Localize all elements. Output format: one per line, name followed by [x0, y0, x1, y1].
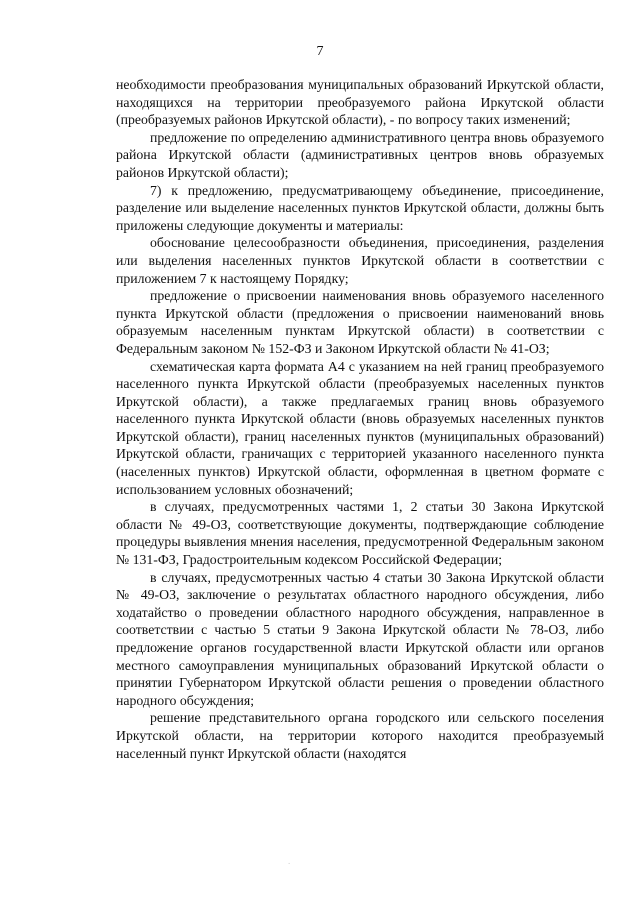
paragraph: решение представительного органа городского или сельского поселения Иркутской области, на территории которого находится преобразуемый населенный пункт Иркутской области (находятся — [116, 710, 604, 761]
paragraph: в случаях, предусмотренных частью 4 статьи 30 Закона Иркутской области № 49-ОЗ, заключение о результатах областного народного обсуждения, либо ходатайство о проведении областного народного обсуждения, направленное в соответствии с частью 5 статьи 9 Закона Иркутской области № 78-ОЗ, либо предложение органов государственной власти Иркутской области или органов местного самоуправления муниципальных образований Иркутской области о принятии Губернатором Иркутской области решения о проведении областного народного обсуждения; — [116, 569, 604, 708]
paragraph: предложение по определению административного центра вновь образуемого района Иркутской области (административных центров вновь образуемых районов Иркутской области); — [116, 129, 604, 180]
document-body — [116, 76, 604, 762]
paragraph: обоснование целесообразности объединения, присоединения, разделения или выделения населенных пунктов Иркутской области в соответствии с приложением 7 к настоящему Порядку; — [116, 235, 604, 286]
page-number: 7 — [316, 44, 324, 59]
paragraph: в случаях, предусмотренных частями 1, 2 статьи 30 Закона Иркутской области № 49-ОЗ, соответствующие документы, подтверждающие соблюдение процедуры выявления мнения населения, предусмотренной Федеральным законом № 131-ФЗ, Градостроительным кодексом Российской Федерации; — [116, 499, 604, 568]
paragraph: предложение о присвоении наименования вновь образуемого населенного пункта Иркутской области (предложения о присвоении наименований вновь образуемым населенным пунктам Иркутской области) в соответствии с Федеральным законом № 152-ФЗ и Законом Иркутской области № 41-ОЗ; — [116, 288, 604, 356]
paragraph: схематическая карта формата А4 с указанием на ней границ преобразуемого населенного пункта Иркутской области (преобразуемых населенных пунктов Иркутской области), а также предлагаемых границ вновь образуемого населенного пункта Иркутской области (вновь образуемых населенных пунктов Иркутской области), границ населенных пунктов (муниципальных образований) Иркутской области, граничащих с территорией указанного населенного пункта (населенных пунктов) Иркутской области, оформленная в цветном формате с использованием условных обозначений; — [116, 358, 604, 497]
scan-mark: . — [288, 856, 291, 866]
paragraph: 7) к предложению, предусматривающему объединение, присоединение, разделение или выделение населенных пунктов Иркутской области, должны быть приложены следующие документы и материалы: — [116, 182, 604, 233]
paragraph: необходимости преобразования муниципальных образований Иркутской области, находящихся на территории преобразуемого района Иркутской области (преобразуемых районов Иркутской области), - по вопросу таких изменений; — [116, 77, 604, 128]
